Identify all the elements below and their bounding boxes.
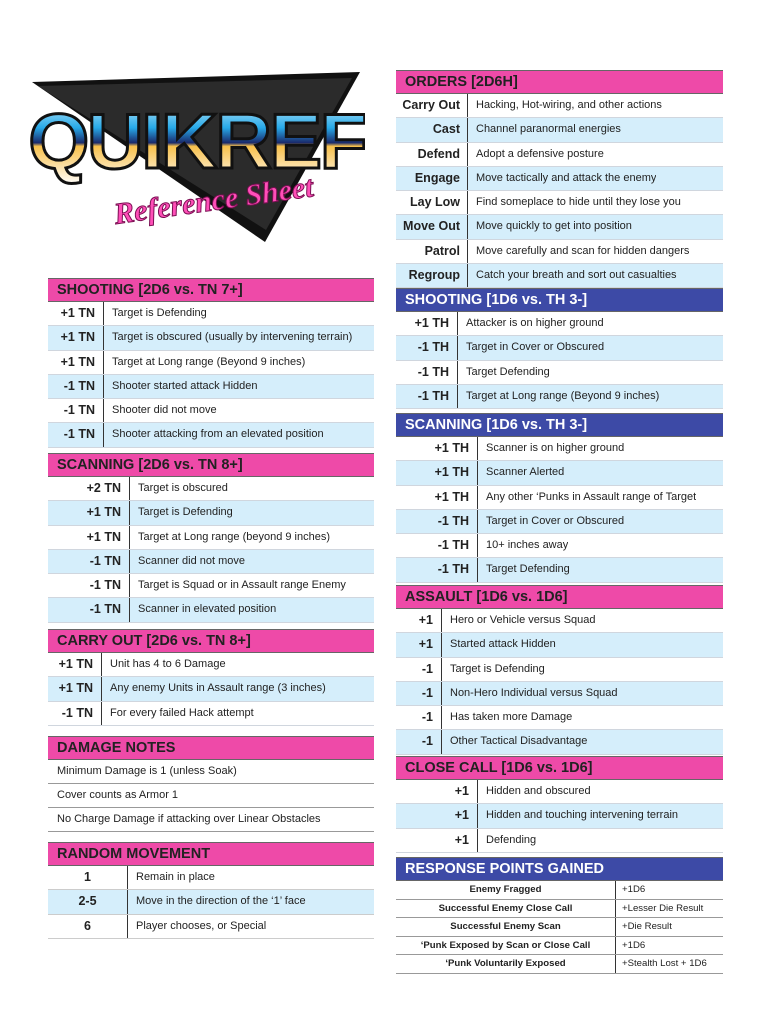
table-row [396,312,723,336]
section-title: CARRY OUT [2D6 vs. TN 8+] [48,629,374,653]
condition: Hidden and touching intervening terrain [486,809,679,822]
modifier: +1 TN [48,501,130,524]
orders-section [396,70,723,288]
condition: Shooter attacking from an elevated position [112,428,324,441]
table-row [396,730,723,754]
condition: Other Tactical Disadvantage [450,735,588,748]
condition: For every failed Hack attempt [110,706,254,719]
shooting-1d6-section [396,288,723,409]
order-name: Defend [396,143,468,166]
die-face: 1 [48,866,128,889]
table-row [396,510,723,534]
table-row [48,351,374,375]
event: ‘Punk Exposed by Scan or Close Call [396,937,616,955]
order-name: Regroup [396,264,468,287]
modifier: +1 TH [396,437,478,460]
condition: Shooter did not move [112,404,217,417]
logo-subtitle: Reference Sheet [111,170,316,231]
modifier: -1 TH [396,534,478,557]
modifier: -1 TH [396,336,458,359]
table-row [396,633,723,657]
section-title: SCANNING [1D6 vs. TH 3-] [396,413,723,437]
points: +1D6 [622,939,646,951]
section-title: SHOOTING [1D6 vs. TH 3-] [396,288,723,312]
modifier: -1 TN [48,598,130,621]
condition: Target is Defending [138,506,233,519]
table-row [396,658,723,682]
logo-graphic [30,70,365,250]
condition: Has taken more Damage [450,711,573,724]
table-row [396,918,723,937]
modifier: +1 TN [48,326,104,349]
modifier: +1 TH [396,461,478,484]
modifier: -1 TN [48,399,104,422]
modifier: +1 [396,804,478,827]
condition: Hero or Vehicle versus Squad [450,614,596,626]
movement-result: Remain in place [136,871,215,883]
movement-result: Move in the direction of the ‘1’ face [136,895,306,908]
modifier: +1 TN [48,351,104,374]
modifier: -1 TH [396,558,478,581]
table-row [396,558,723,582]
table-row [48,302,374,326]
modifier: -1 [396,706,442,729]
condition: Target is Defending [112,307,207,319]
close-call-section [396,756,723,853]
movement-result: Player chooses, or Special [136,919,267,932]
modifier: -1 [396,730,442,753]
order-name: Carry Out [396,94,468,117]
damage-notes-section [48,736,374,832]
shooting-2d6-section [48,278,374,448]
table-row [396,780,723,804]
modifier: +1 TN [48,653,102,676]
section-title: SHOOTING [2D6 vs. TN 7+] [48,278,374,302]
table-row [396,191,723,215]
table-row [396,486,723,510]
table-row [396,900,723,919]
table-row [48,326,374,350]
section-title: RANDOM MOVEMENT [48,842,374,866]
die-face: 2-5 [48,890,128,913]
note-row: Cover counts as Armor 1 [48,784,374,808]
table-row [48,550,374,574]
table-row [396,682,723,706]
table-row [396,609,723,633]
condition: Target is Defending [450,662,545,675]
points: +Lesser Die Result [622,902,704,914]
condition: Target is obscured [138,482,228,494]
condition: Any enemy Units in Assault range (3 inches) [110,682,326,695]
random-movement-section [48,842,374,939]
modifier: -1 TN [48,574,130,597]
modifier: +1 TH [396,312,458,335]
table-row [396,937,723,956]
condition: Target at Long range (Beyond 9 inches) [466,389,660,402]
condition: 10+ inches away [486,539,569,552]
table-row [48,375,374,399]
condition: Unit has 4 to 6 Damage [110,658,226,670]
order-name: Cast [396,118,468,141]
condition: Scanner Alerted [486,466,565,479]
modifier: +1 [396,633,442,656]
condition: Target in Cover or Obscured [486,514,625,527]
table-row [48,866,374,890]
table-row [48,677,374,701]
condition: Shooter started attack Hidden [112,379,258,392]
table-row [396,215,723,239]
condition: Target Defending [486,563,570,576]
table-row [396,706,723,730]
modifier: -1 TN [48,375,104,398]
order-description: Hacking, Hot-wiring, and other actions [476,99,662,111]
table-row [396,881,723,900]
table-row [48,915,374,939]
order-description: Adopt a defensive posture [476,147,604,160]
modifier: -1 TN [48,702,102,725]
table-row [396,385,723,409]
modifier: +1 TN [48,526,130,549]
section-title: CLOSE CALL [1D6 vs. 1D6] [396,756,723,780]
condition: Target at Long range (beyond 9 inches) [138,530,331,543]
order-name: Patrol [396,240,468,263]
table-row [48,653,374,677]
modifier: +1 [396,609,442,632]
modifier: +1 TH [396,486,478,509]
table-row [396,336,723,360]
order-name: Engage [396,167,468,190]
table-row [48,423,374,447]
section-title: ORDERS [2D6H] [396,70,723,94]
scanning-1d6-section [396,413,723,583]
table-row [48,477,374,501]
condition: Target is Squad or in Assault range Enemy [138,579,346,592]
table-row [48,526,374,550]
condition: Scanner is on higher ground [486,442,625,454]
table-row [48,501,374,525]
condition: Target is obscured (usually by intervening terrain) [112,331,353,344]
condition: Non-Hero Individual versus Squad [450,686,618,699]
order-description: Channel paranormal energies [476,123,621,136]
modifier: +1 TN [48,677,102,700]
section-title: SCANNING [2D6 vs. TN 8+] [48,453,374,477]
table-row [396,829,723,853]
modifier: -1 [396,658,442,681]
response-points-section [396,857,723,974]
table-row [396,143,723,167]
assault-section [396,585,723,755]
table-row [396,240,723,264]
table-row [396,167,723,191]
modifier: -1 TH [396,361,458,384]
table-row [48,702,374,726]
table-row [48,574,374,598]
condition: Started attack Hidden [450,638,556,651]
modifier: -1 TN [48,550,130,573]
table-row [48,890,374,914]
order-description: Move tactically and attack the enemy [476,171,657,184]
condition: Attacker is on higher ground [466,317,604,329]
order-description: Move quickly to get into position [476,220,632,233]
logo-title: QUIKREF [30,97,365,185]
event: Successful Enemy Close Call [396,900,616,918]
table-row [396,361,723,385]
carry-out-section [48,629,374,726]
order-name: Lay Low [396,191,468,214]
section-title: RESPONSE POINTS GAINED [396,857,723,881]
event: Enemy Fragged [396,881,616,899]
table-row [396,955,723,974]
condition: Defending [486,833,537,846]
points: +1D6 [622,884,646,895]
quikref-logo [30,70,365,250]
condition: Scanner did not move [138,554,246,567]
condition: Target Defending [466,365,550,378]
die-face: 6 [48,915,128,938]
note-row: Minimum Damage is 1 (unless Soak) [48,760,374,784]
table-row [396,461,723,485]
table-row [396,94,723,118]
points: +Stealth Lost + 1D6 [622,958,707,969]
condition: Target in Cover or Obscured [466,341,605,354]
condition: Any other ‘Punks in Assault range of Target [486,490,697,503]
order-description: Move carefully and scan for hidden dangers [476,244,690,257]
modifier: +1 [396,780,478,803]
modifier: -1 TH [396,385,458,408]
table-row [396,118,723,142]
condition: Target at Long range (Beyond 9 inches) [112,355,306,368]
order-name: Move Out [396,215,468,238]
modifier: -1 TH [396,510,478,533]
table-row [396,264,723,288]
modifier: +1 [396,829,478,852]
modifier: -1 [396,682,442,705]
note-row: No Charge Damage if attacking over Linear Obstacles [48,808,374,832]
table-row [48,399,374,423]
event: Successful Enemy Scan [396,918,616,936]
order-description: Find someplace to hide until they lose you [476,196,681,209]
section-title: ASSAULT [1D6 vs. 1D6] [396,585,723,609]
event: ‘Punk Voluntarily Exposed [396,955,616,973]
table-row [396,534,723,558]
modifier: +2 TN [48,477,130,500]
points: +Die Result [622,921,672,932]
modifier: -1 TN [48,423,104,446]
modifier: +1 TN [48,302,104,325]
table-row [396,437,723,461]
scanning-2d6-section [48,453,374,623]
section-title: DAMAGE NOTES [48,736,374,760]
table-row [396,804,723,828]
order-description: Catch your breath and sort out casualties [476,269,677,282]
table-row [48,598,374,622]
condition: Scanner in elevated position [138,603,277,616]
condition: Hidden and obscured [486,785,591,797]
